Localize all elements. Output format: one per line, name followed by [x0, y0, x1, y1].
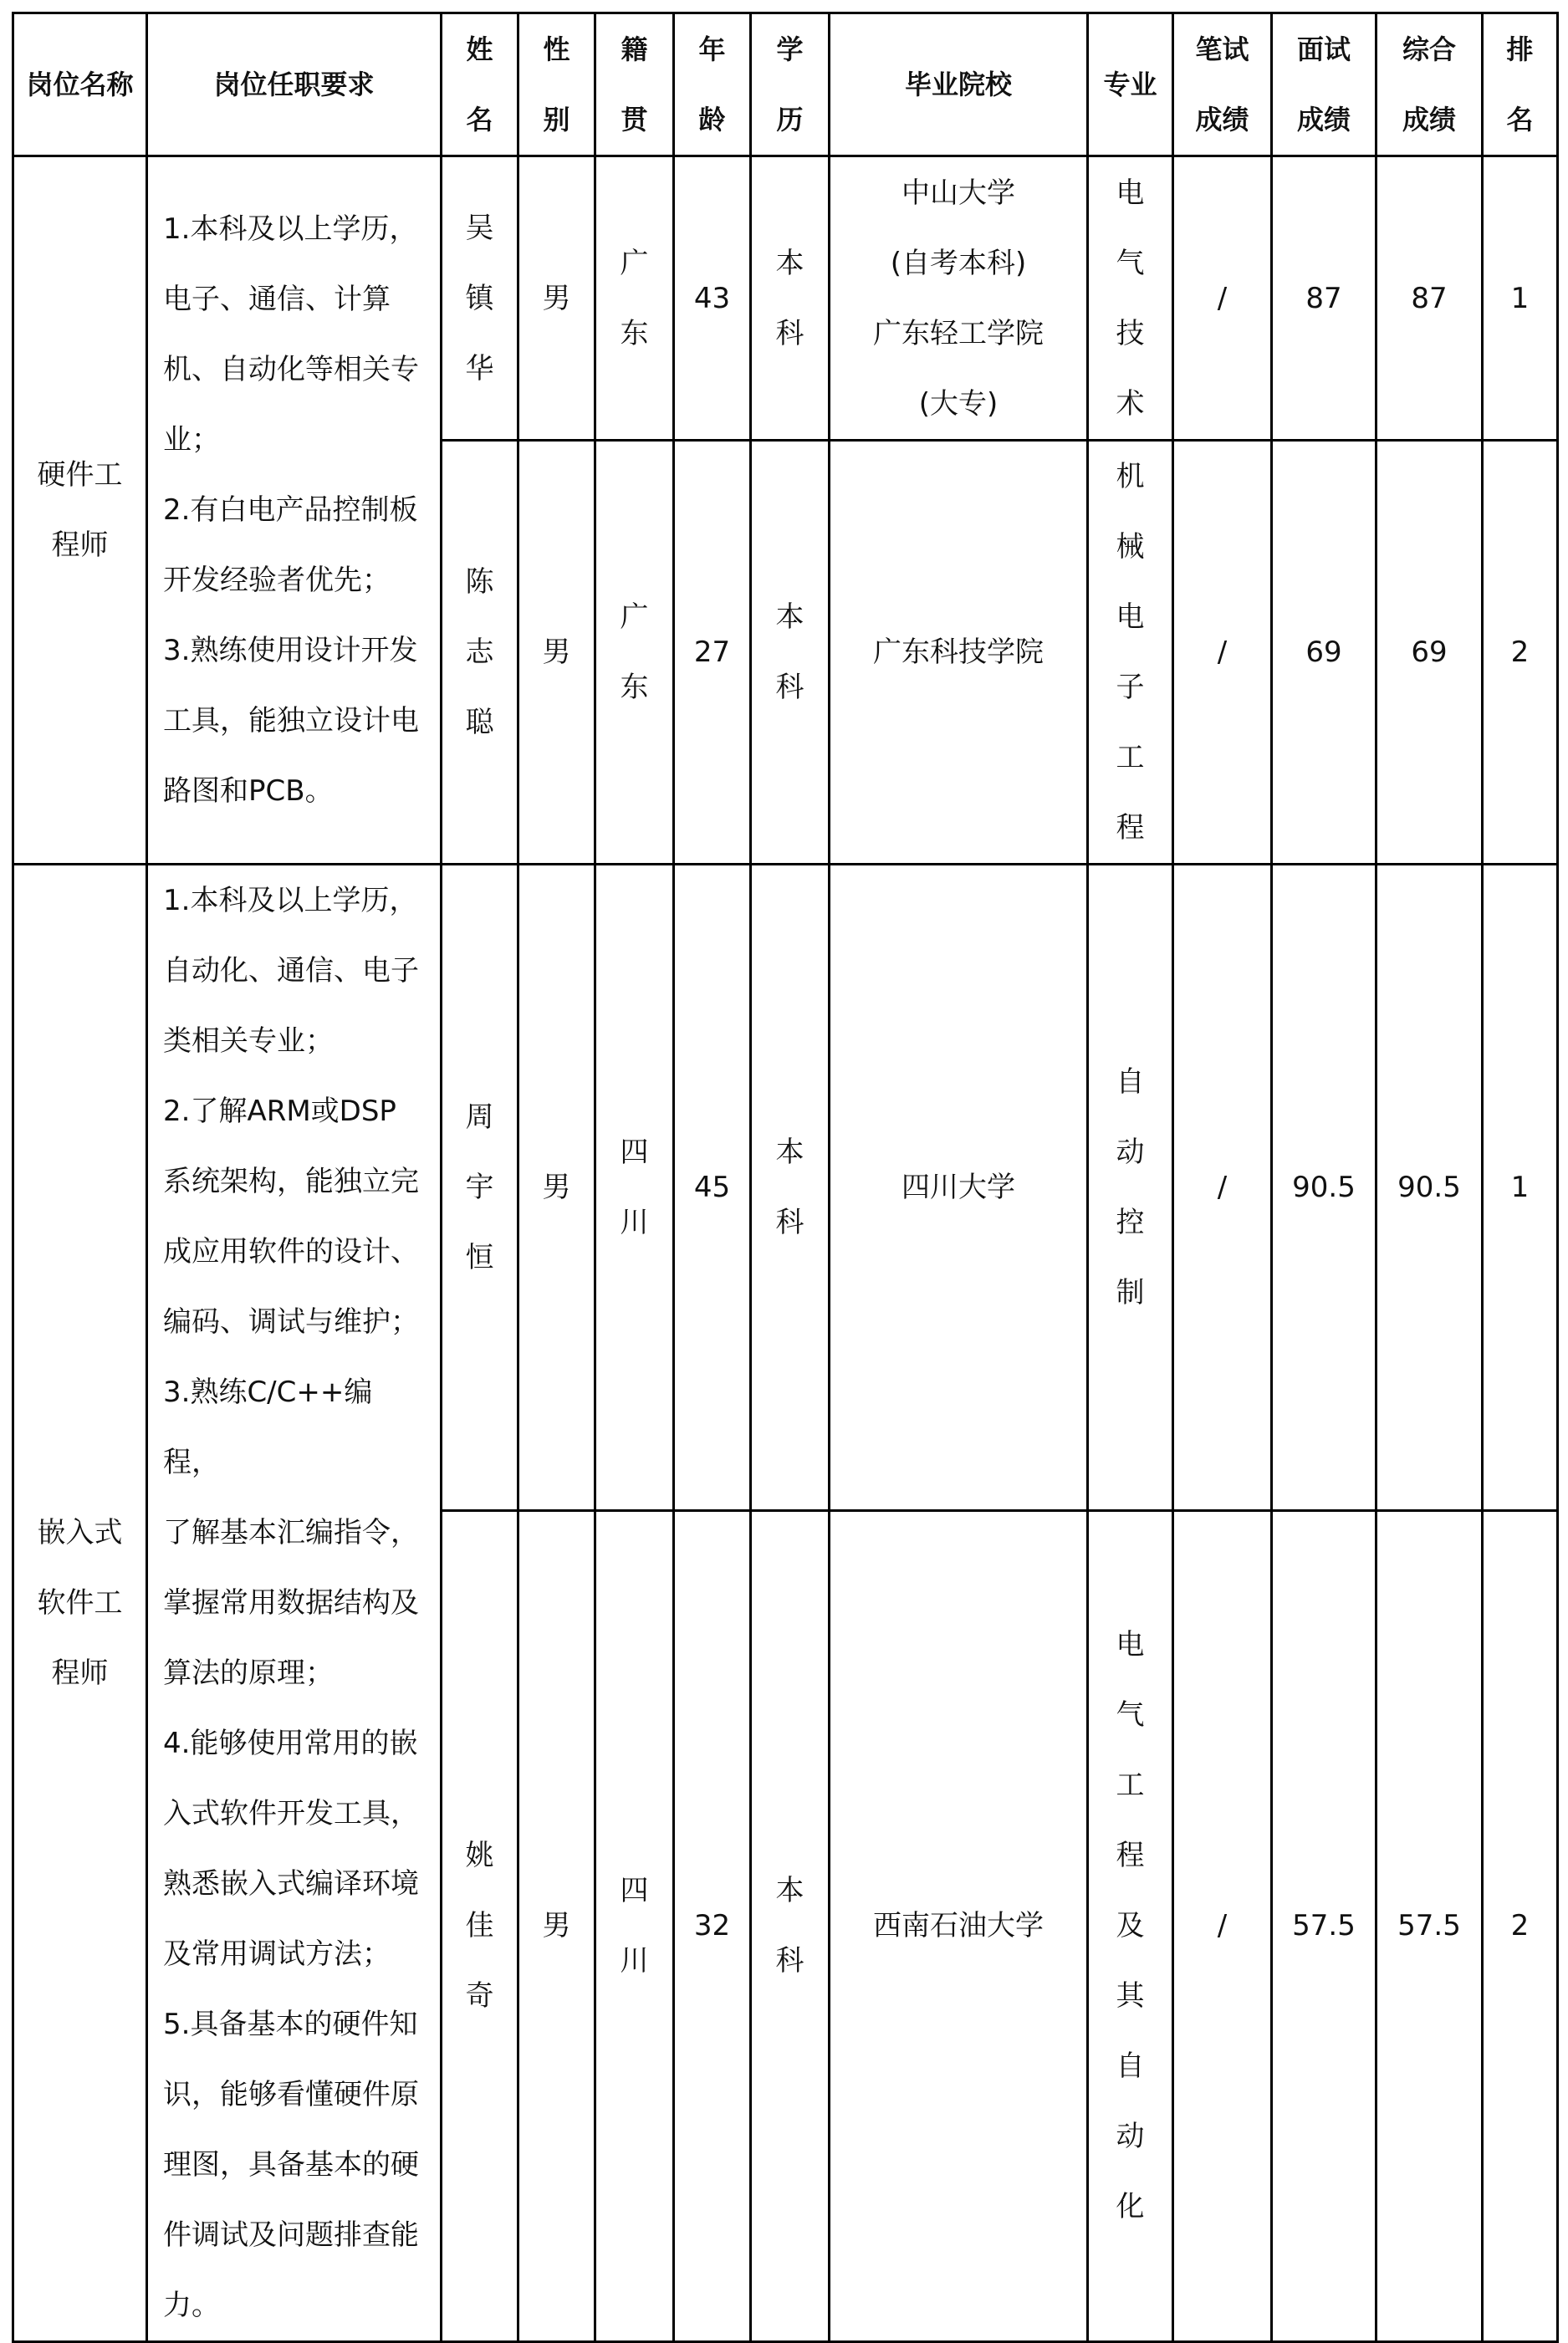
major-cell: 自动控制 [1088, 865, 1173, 1511]
interview-score-cell: 69 [1272, 441, 1376, 865]
header-written-score: 笔试 成绩 [1173, 13, 1272, 156]
header-origin: 籍 贯 [595, 13, 674, 156]
school-cell: 西南石油大学 [830, 1510, 1088, 2341]
total-score-cell: 57.5 [1376, 1510, 1483, 2341]
results-table [12, 12, 1559, 2343]
education-cell: 本科 [751, 865, 830, 1511]
origin-cell: 四川 [595, 1510, 674, 2341]
header-major: 专业 [1088, 13, 1173, 156]
written-score-cell: / [1173, 865, 1272, 1511]
header-education: 学 历 [751, 13, 830, 156]
rank-cell: 2 [1483, 1510, 1558, 2341]
written-score-cell: / [1173, 1510, 1272, 2341]
rank-cell: 2 [1483, 441, 1558, 865]
age-cell: 43 [674, 156, 751, 441]
age-cell: 27 [674, 441, 751, 865]
age-cell: 32 [674, 1510, 751, 2341]
name-cell: 陈志聪 [442, 441, 518, 865]
position-cell: 硬件工 程师 [13, 156, 147, 865]
name-cell: 姚佳奇 [442, 1510, 518, 2341]
header-school: 毕业院校 [830, 13, 1088, 156]
header-requirements: 岗位任职要求 [147, 13, 442, 156]
header-gender: 性 别 [518, 13, 595, 156]
requirements-cell: 1.本科及以上学历， 自动化、通信、电子 类相关专业； 2.了解ARM或DSP 系统架构，能独立完 成应用软件的设计、 编码、调试与维护； 3.熟练C/C++编程， 了解基本汇编指令， 掌握常用数据结构及 算法的原理； 4.能够使用常用的嵌 入式软件开发工具， 熟悉嵌入式编译环境 及常用调试方法； 5.具备基本的硬件知 识，能够看懂硬件原 理图，具备基本的硬 件调试及问题排查能 力。 [147, 865, 442, 2342]
header-age: 年 龄 [674, 13, 751, 156]
requirements-cell: 1.本科及以上学历， 电子、通信、计算 机、自动化等相关专 业； 2.有白电产品控制板 开发经验者优先； 3.熟练使用设计开发 工具，能独立设计电 路图和PCB。 [147, 156, 442, 865]
header-rank: 排 名 [1483, 13, 1558, 156]
position-cell: 嵌入式 软件工 程师 [13, 865, 147, 2342]
origin-cell: 广东 [595, 441, 674, 865]
written-score-cell: / [1173, 156, 1272, 441]
total-score-cell: 69 [1376, 441, 1483, 865]
header-interview-score: 面试 成绩 [1272, 13, 1376, 156]
major-cell: 电气工程及其自动化 [1088, 1510, 1173, 2341]
total-score-cell: 87 [1376, 156, 1483, 441]
school-cell: 广东科技学院 [830, 441, 1088, 865]
table-row [13, 865, 1558, 1511]
written-score-cell: / [1173, 441, 1272, 865]
header-row [13, 13, 1558, 156]
school-cell: 中山大学 (自考本科) 广东轻工学院 (大专) [830, 156, 1088, 441]
header-position: 岗位名称 [13, 13, 147, 156]
rank-cell: 1 [1483, 865, 1558, 1511]
header-total-score: 综合 成绩 [1376, 13, 1483, 156]
education-cell: 本科 [751, 156, 830, 441]
interview-score-cell: 57.5 [1272, 1510, 1376, 2341]
table-row [13, 156, 1558, 441]
total-score-cell: 90.5 [1376, 865, 1483, 1511]
interview-score-cell: 87 [1272, 156, 1376, 441]
name-cell: 周宇恒 [442, 865, 518, 1511]
age-cell: 45 [674, 865, 751, 1511]
rank-cell: 1 [1483, 156, 1558, 441]
header-name: 姓 名 [442, 13, 518, 156]
school-cell: 四川大学 [830, 865, 1088, 1511]
education-cell: 本科 [751, 441, 830, 865]
interview-score-cell: 90.5 [1272, 865, 1376, 1511]
origin-cell: 四川 [595, 865, 674, 1511]
gender-cell: 男 [518, 865, 595, 1511]
gender-cell: 男 [518, 441, 595, 865]
major-cell: 机械电子工程 [1088, 441, 1173, 865]
origin-cell: 广东 [595, 156, 674, 441]
name-cell: 吴镇华 [442, 156, 518, 441]
gender-cell: 男 [518, 1510, 595, 2341]
major-cell: 电气技术 [1088, 156, 1173, 441]
gender-cell: 男 [518, 156, 595, 441]
education-cell: 本科 [751, 1510, 830, 2341]
